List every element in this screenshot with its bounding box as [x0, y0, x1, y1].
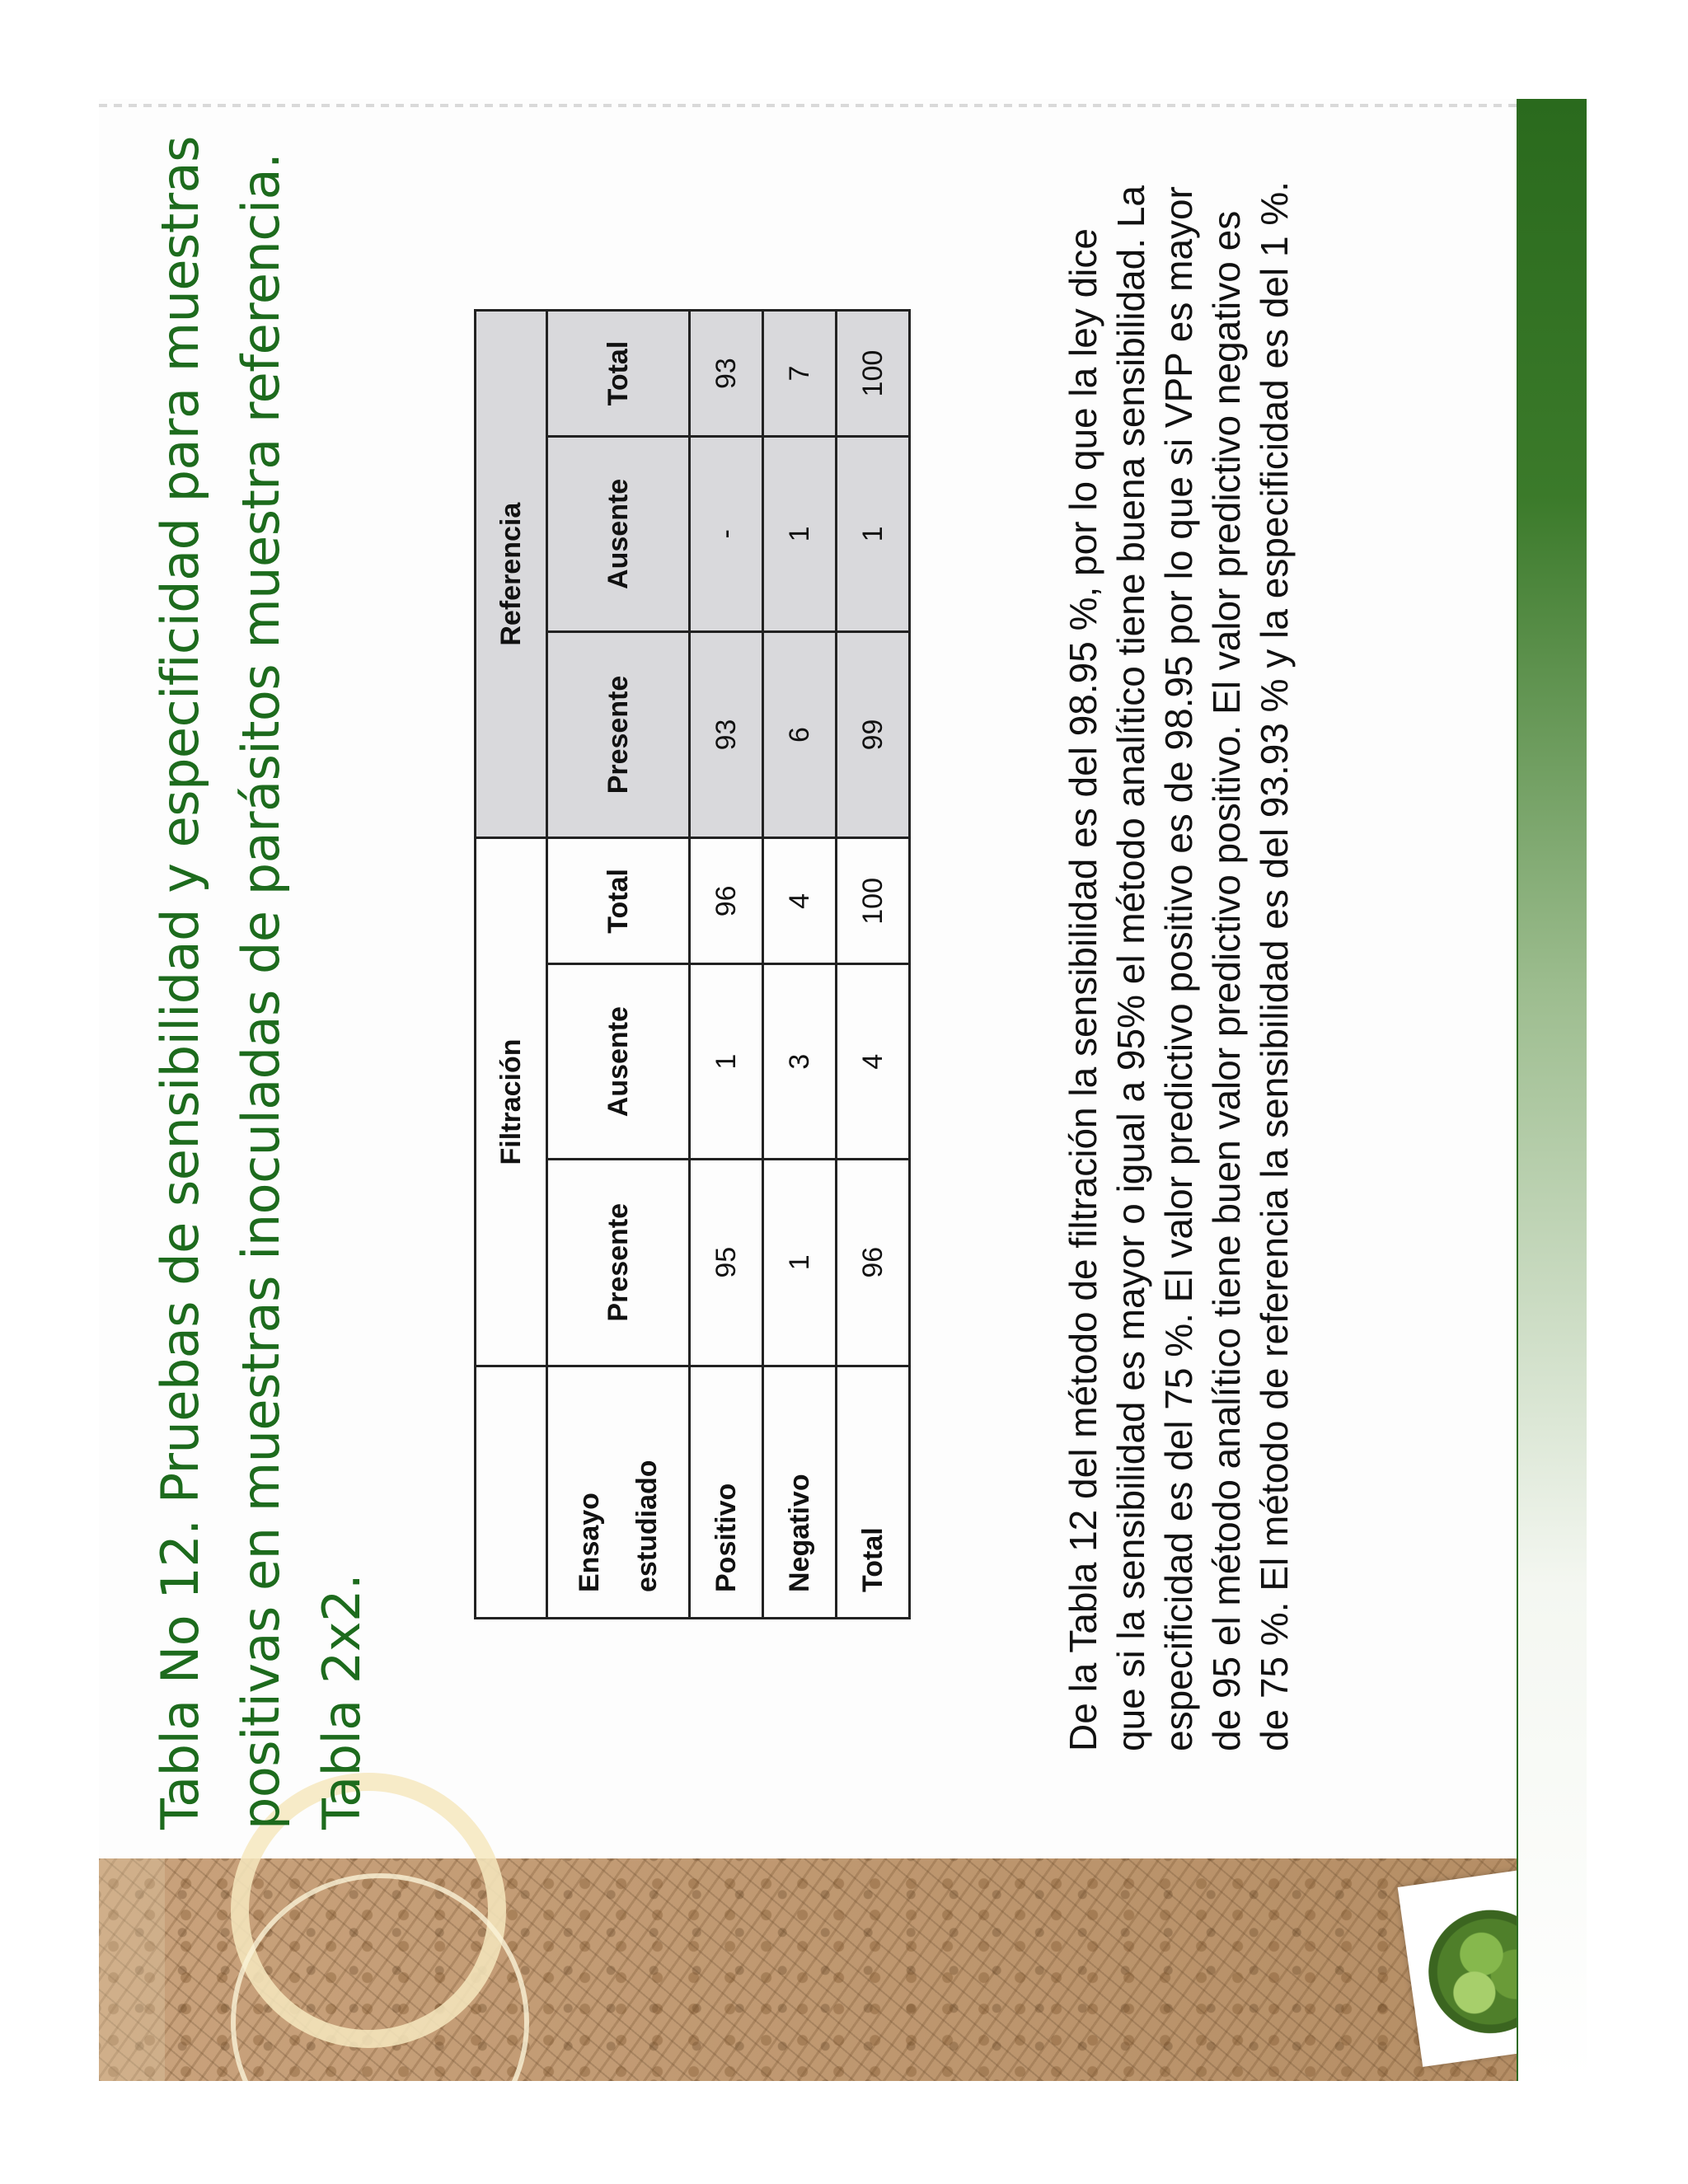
table-cell: 1 [763, 437, 837, 631]
table-cell: 1 [690, 964, 763, 1159]
table-cell: 93 [690, 631, 763, 838]
subheader-referencia-presente: Presente [547, 631, 690, 838]
table-cell: 100 [837, 311, 910, 437]
table-cell: 6 [763, 631, 837, 838]
group-header-filtracion: Filtración [476, 838, 547, 1366]
table-cell: 4 [763, 838, 837, 964]
table-cell: 100 [837, 838, 910, 964]
table-row [763, 311, 837, 1619]
table-cell: 99 [837, 631, 910, 838]
table-cell: - [690, 437, 763, 631]
row-label: Negativo [763, 1366, 837, 1618]
table-row [690, 311, 763, 1619]
table-cell: 3 [763, 964, 837, 1159]
texture-stripe [99, 1858, 165, 2081]
estudiado-label: estudiado [631, 1460, 663, 1592]
header-empty-cell [476, 1366, 547, 1618]
dashed-divider [99, 104, 1587, 107]
subheader-filtracion-total: Total [547, 838, 690, 964]
ensayo-label: Ensayo [574, 1493, 605, 1592]
green-band [1517, 99, 1587, 2081]
table-cell: 96 [690, 838, 763, 964]
subheader-filtracion-ausente: Ausente [547, 964, 690, 1159]
table-cell: 96 [837, 1159, 910, 1366]
table-cell: 4 [837, 964, 910, 1159]
slide-title: Tabla No 12. Pruebas de sensibilidad y especificidad para muestras positivas en muestras inoculadas de parásitos muestra referencia. Tabla 2x2. [150, 136, 372, 1830]
row-label: Positivo [690, 1366, 763, 1618]
subheader-referencia-total: Total [547, 311, 690, 437]
table-cell: 95 [690, 1159, 763, 1366]
table-row [837, 311, 910, 1619]
table-cell: 1 [763, 1159, 837, 1366]
table-cell: 93 [690, 311, 763, 437]
subheader-filtracion-presente: Presente [547, 1159, 690, 1366]
background-texture [99, 1858, 1587, 2081]
analysis-paragraph: De la Tabla 12 del método de filtración la sensibilidad es del 98.95 %, por lo que la ley dice que si la sensibilidad es mayor o igual a 95% el método analítico tiene buena sensibilidad. La especificidad es del 75 %. El valor predictivo positivo es de 98.95 por lo que si VPP es mayor de 95 el método analítico tiene buen valor predictivo positivo. El valor predictivo negativo es de 75 %. El método de referencia la sensibilidad es del 93.93 % y la especificidad es del 1 %. [1062, 180, 1296, 1751]
row-label: Total [837, 1366, 910, 1618]
slide [99, 99, 1587, 2081]
table-cell: 7 [763, 311, 837, 437]
ensayo-header [547, 1366, 690, 1618]
table-cell: 1 [837, 437, 910, 631]
subheader-referencia-ausente: Ausente [547, 437, 690, 631]
results-table [474, 309, 911, 1619]
group-header-referencia: Referencia [476, 311, 547, 838]
